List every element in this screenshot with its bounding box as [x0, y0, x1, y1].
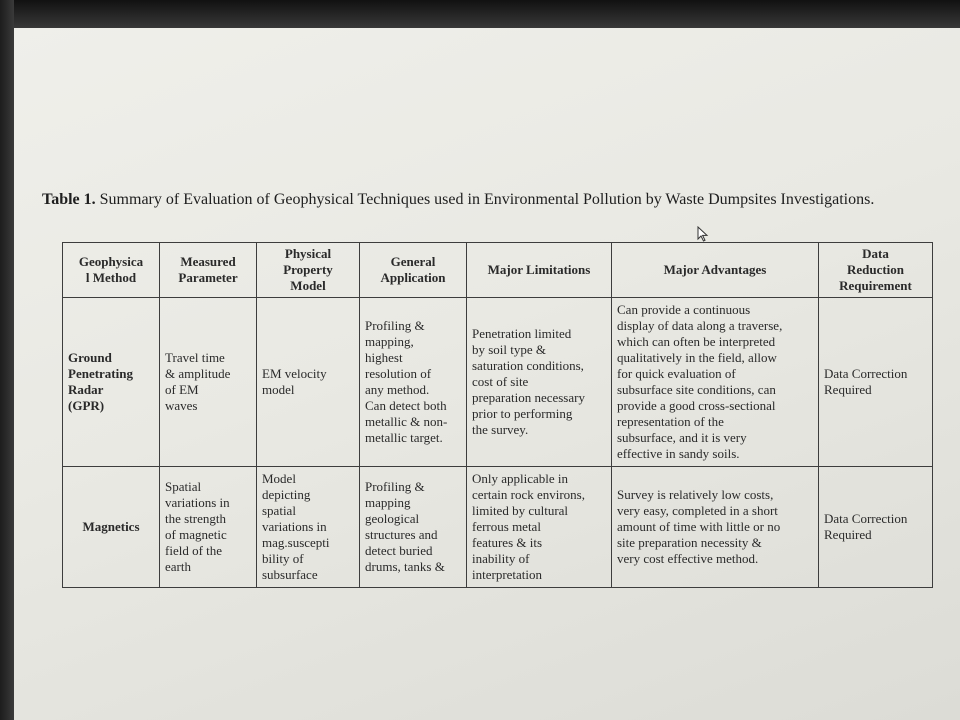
- techniques-table: [62, 242, 933, 588]
- header-model: Physical Property Model: [257, 243, 360, 298]
- mouse-pointer-icon: [697, 226, 707, 240]
- cell-advantages: Can provide a continuous display of data along a traverse, which can often be interpreted qualitatively in the field, allow for quick evaluation of subsurface site conditions, can provide a good cross-sectional representation of the subsurface, and it is very effective in sandy soils.: [612, 298, 819, 467]
- table-row: [63, 467, 933, 588]
- cell-parameter: Spatial variations in the strength of magnetic field of the earth: [160, 467, 257, 588]
- header-advantages: Major Advantages: [612, 243, 819, 298]
- cell-parameter: Travel time & amplitude of EM waves: [160, 298, 257, 467]
- cell-model: Model depicting spatial variations in mag.suscepti bility of subsurface: [257, 467, 360, 588]
- header-limitations: Major Limitations: [467, 243, 612, 298]
- header-parameter: Measured Parameter: [160, 243, 257, 298]
- cell-application: Profiling & mapping geological structures and detect buried drums, tanks &: [360, 467, 467, 588]
- cell-reduction: Data Correction Required: [819, 298, 933, 467]
- header-method: Geophysica l Method: [63, 243, 160, 298]
- cell-limitations: Only applicable in certain rock environs, limited by cultural ferrous metal features & its inability of interpretation: [467, 467, 612, 588]
- table-caption: [42, 190, 912, 209]
- monitor-bezel-left: [0, 0, 14, 720]
- table-caption-text: Summary of Evaluation of Geophysical Techniques used in Environmental Pollution by Waste Dumpsites Investigations.: [95, 191, 875, 208]
- cell-method: Magnetics: [63, 467, 160, 588]
- table-header-row: [63, 243, 933, 298]
- cell-model: EM velocity model: [257, 298, 360, 467]
- header-reduction: Data Reduction Requirement: [819, 243, 933, 298]
- table-row: [63, 298, 933, 467]
- cell-advantages: Survey is relatively low costs, very easy, completed in a short amount of time with little or no site preparation necessity & very cost effective method.: [612, 467, 819, 588]
- header-application: General Application: [360, 243, 467, 298]
- table-caption-label: Table 1.: [42, 191, 96, 208]
- cell-reduction: Data Correction Required: [819, 467, 933, 588]
- cell-method: Ground Penetrating Radar (GPR): [63, 298, 160, 467]
- cell-limitations: Penetration limited by soil type & saturation conditions, cost of site preparation necessary prior to performing the survey.: [467, 298, 612, 467]
- cell-application: Profiling & mapping, highest resolution of any method. Can detect both metallic & non- metallic target.: [360, 298, 467, 467]
- monitor-bezel-top: [0, 0, 960, 30]
